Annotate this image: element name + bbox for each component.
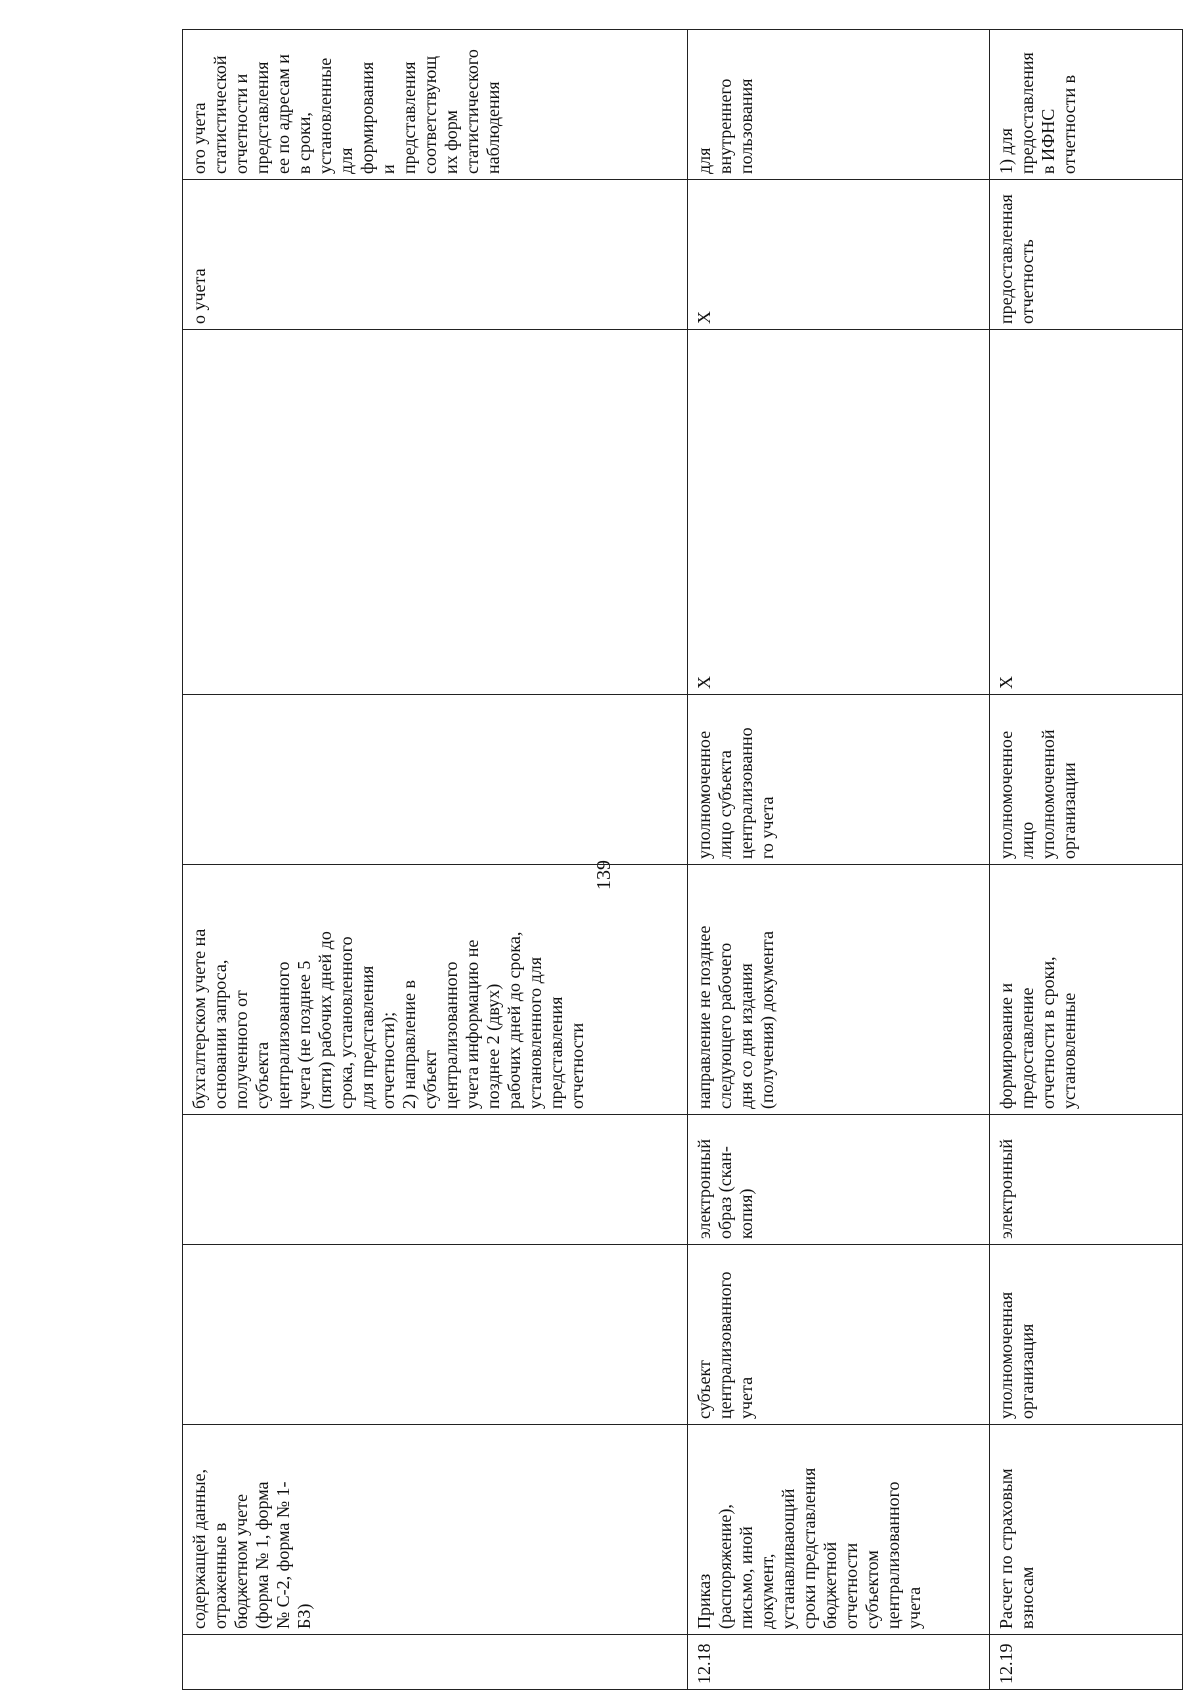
table-row	[688, 30, 990, 1690]
deadline-cell: бухгалтерском учете на основании запроса, полученного от субъекта централизованного учета (не позднее 5 (пяти) рабочих дней до срока, установленного для представления отчетности); 2) направление в субъект централизованного учета информацию не позднее 2 (двух) рабочих дней до срока, установленного для представления отчетности	[183, 865, 688, 1115]
document-name-cell: Приказ (распоряжение), письмо, иной документ, устанавливающий сроки представления бюджетной отчетности субъектом централизованного учета	[688, 1425, 990, 1635]
document-name-cell: Расчет по страховым взносам	[990, 1425, 1183, 1635]
table-row	[990, 30, 1183, 1690]
format-cell	[183, 1115, 688, 1245]
format-cell: электронный	[990, 1115, 1183, 1245]
responsible-cell	[183, 695, 688, 865]
purpose-cell: 1) для предоставления в ИФНС отчетности в	[990, 30, 1183, 180]
result-cell: X	[688, 180, 990, 330]
creator-cell: уполномоченная организация	[990, 1245, 1183, 1425]
mark-cell: X	[990, 330, 1183, 695]
responsible-cell: уполномоченное лицо субъекта централизованно го учета	[688, 695, 990, 865]
page-number: 139	[592, 860, 615, 890]
creator-cell	[183, 1245, 688, 1425]
rotated-table-container	[182, 30, 1182, 1690]
result-cell: предоставленная отчетность	[990, 180, 1183, 330]
row-number-cell: 12.19	[990, 1635, 1183, 1690]
purpose-cell: ого учета статистической отчетности и представления ее по адресам и в сроки, установленные для формирования и представления соответствующ их форм статистического наблюдения	[183, 30, 688, 180]
table-row	[183, 30, 688, 1690]
result-cell: о учета	[183, 180, 688, 330]
mark-cell	[183, 330, 688, 695]
row-number-cell: 12.18	[688, 1635, 990, 1690]
document-name-cell: содержащей данные, отраженные в бюджетном учете (форма № 1, форма № С-2, форма № 1- БЗ)	[183, 1425, 688, 1635]
row-number-cell	[183, 1635, 688, 1690]
responsible-cell: уполномоченное лицо уполномоченной организации	[990, 695, 1183, 865]
purpose-cell: для внутреннего пользования	[688, 30, 990, 180]
mark-cell: X	[688, 330, 990, 695]
format-cell: электронный образ (скан- копия)	[688, 1115, 990, 1245]
document-table	[182, 29, 1183, 1690]
deadline-cell: направление не позднее следующего рабочего дня со дня издания (получения) документа	[688, 865, 990, 1115]
deadline-cell: формирование и предоставление отчетности в сроки, установленные	[990, 865, 1183, 1115]
creator-cell: субъект централизованного учета	[688, 1245, 990, 1425]
